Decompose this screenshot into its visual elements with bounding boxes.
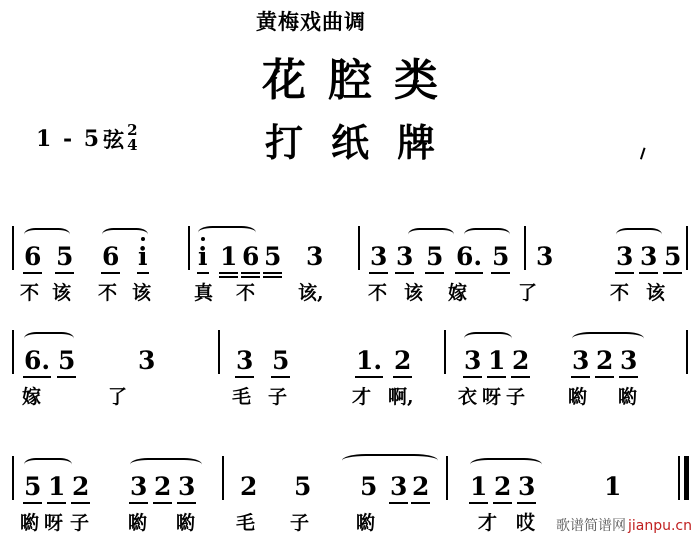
lyric: 衣 (458, 386, 478, 408)
lyric: 喲 (20, 512, 40, 534)
slur (464, 228, 510, 241)
lyric: 不 (368, 282, 388, 304)
lyric: 嫁 (22, 386, 42, 408)
barline (446, 456, 448, 500)
note: 1. (356, 346, 383, 375)
genre-label: 黄梅戏曲调 (256, 9, 366, 34)
note: 3 (620, 346, 638, 375)
note: 2 (240, 472, 258, 501)
slur (572, 332, 644, 345)
note: 1 (604, 472, 622, 501)
note: 2 (596, 346, 614, 375)
lyric: 了 (108, 386, 128, 408)
note: 1 (220, 242, 238, 271)
site-watermark (556, 515, 692, 535)
note: i (198, 242, 208, 271)
barline (222, 456, 224, 500)
barline (12, 456, 14, 500)
note: 3 (138, 346, 156, 375)
note: 6 (242, 242, 260, 271)
lyric: 毛 (232, 386, 252, 408)
barline (12, 330, 14, 374)
lyric: 喲 (356, 512, 376, 534)
lyric: 不 (236, 282, 256, 304)
note: 6. (456, 242, 483, 271)
note: 1 (488, 346, 506, 375)
lyric: 了 (518, 282, 538, 304)
lyric: 呀 (482, 386, 502, 408)
lyric: 该 (646, 282, 666, 304)
note: 3 (130, 472, 148, 501)
lyric: 嫁 (448, 282, 468, 304)
slur (464, 332, 512, 345)
lyric: 喲 (568, 386, 588, 408)
music-system-2 (12, 320, 688, 414)
lyric: 喲 (128, 512, 148, 534)
lyric: 该, (298, 282, 324, 304)
time-signature-numerator: 2 (127, 121, 138, 139)
slur (408, 228, 454, 241)
music-system-1 (12, 216, 688, 310)
slur (24, 228, 70, 241)
note: 2 (394, 346, 412, 375)
lyric: 呀 (44, 512, 64, 534)
barline (12, 226, 14, 270)
lyric: 子 (70, 512, 90, 534)
note: 3 (616, 242, 634, 271)
note: 5 (56, 242, 74, 271)
note: 3 (390, 472, 408, 501)
lyric: 该 (52, 282, 72, 304)
lyric: 喲 (618, 386, 638, 408)
time-signature-denominator: 4 (127, 136, 138, 155)
key-signature: 1 - 5 (36, 126, 102, 153)
barline (358, 226, 360, 270)
note: 2 (412, 472, 430, 501)
note: 5 (58, 346, 76, 375)
site-url[interactable]: jianpu.cn (627, 518, 692, 534)
note: 3 (640, 242, 658, 271)
note: 2 (72, 472, 90, 501)
note: 3 (370, 242, 388, 271)
note: 6 (24, 242, 42, 271)
final-barline-thick (684, 456, 689, 500)
note: 2 (154, 472, 172, 501)
lyric: 该 (132, 282, 152, 304)
lyric: 哎 (516, 512, 536, 534)
time-signature (127, 123, 137, 154)
slur (342, 454, 438, 467)
note: 3 (178, 472, 196, 501)
note: 3 (536, 242, 554, 271)
lyric: 不 (20, 282, 40, 304)
lyric: 毛 (236, 512, 256, 534)
final-barline-thin (678, 456, 680, 500)
site-name: 歌谱简谱网 (555, 518, 626, 534)
note: 2 (512, 346, 530, 375)
barline (524, 226, 526, 270)
key-and-meter (36, 121, 138, 155)
lyric: 才 (352, 386, 372, 408)
slur (24, 332, 74, 345)
note: 2 (494, 472, 512, 501)
slur (616, 228, 662, 241)
note: 1 (470, 472, 488, 501)
key-suffix-label: 弦 (103, 127, 125, 153)
lyric: 子 (506, 386, 526, 408)
note: 5 (360, 472, 378, 501)
note: 3 (572, 346, 590, 375)
barline (444, 330, 446, 374)
note: 3 (306, 242, 324, 271)
lyric: 子 (268, 386, 288, 408)
lyric: 该 (404, 282, 424, 304)
note: 5 (664, 242, 682, 271)
lyric: 不 (610, 282, 630, 304)
slur (198, 226, 256, 239)
note: 3 (464, 346, 482, 375)
note: 5 (426, 242, 444, 271)
note: 3 (518, 472, 536, 501)
note: 5 (294, 472, 312, 501)
lyric: 才 (478, 512, 498, 534)
slur (130, 458, 202, 471)
barline (218, 330, 220, 374)
lyric: 不 (98, 282, 118, 304)
barline (686, 330, 688, 374)
barline (188, 226, 190, 270)
lyric: 啊, (388, 386, 414, 408)
note: 6. (24, 346, 51, 375)
note: 5 (492, 242, 510, 271)
lyric: 真 (194, 282, 214, 304)
song-title: 打纸牌 (264, 120, 463, 165)
note: 3 (236, 346, 254, 375)
note: i (138, 242, 148, 271)
slur (24, 458, 72, 471)
barline (686, 226, 688, 270)
note: 6 (102, 242, 120, 271)
note: 3 (396, 242, 414, 271)
slur (470, 458, 542, 471)
note: 5 (24, 472, 42, 501)
lyric: 子 (290, 512, 310, 534)
lyric: 喲 (176, 512, 196, 534)
series-title: 花腔类 (262, 55, 460, 106)
note: 5 (272, 346, 290, 375)
note: 1 (48, 472, 66, 501)
note: 5 (264, 242, 282, 271)
